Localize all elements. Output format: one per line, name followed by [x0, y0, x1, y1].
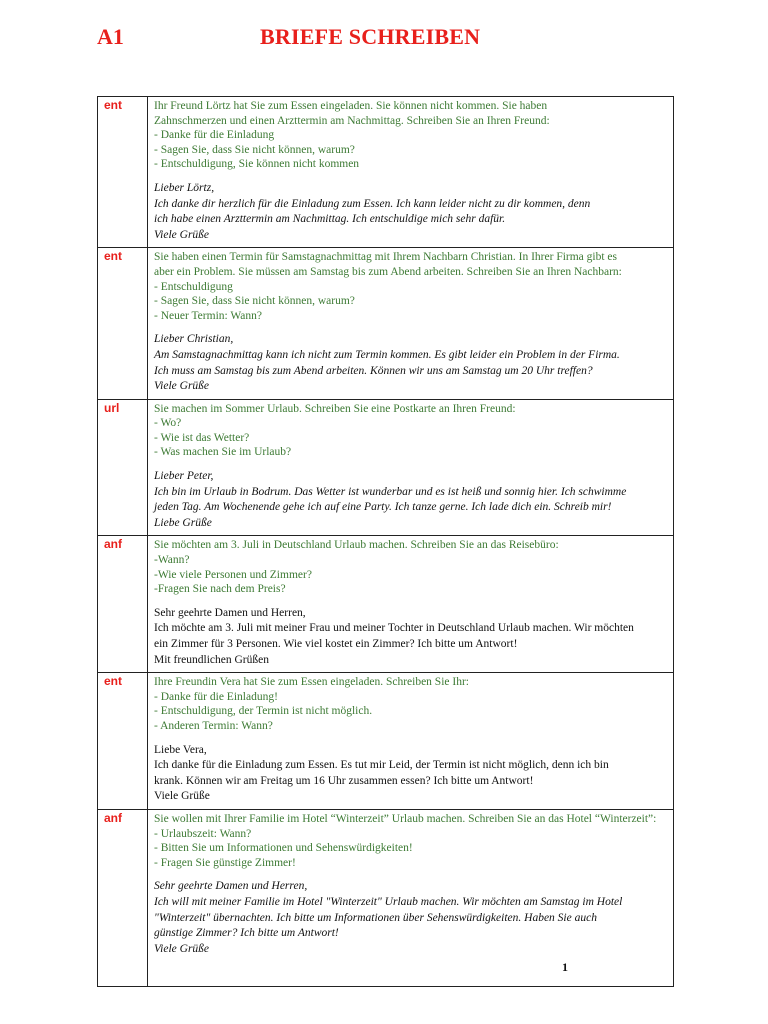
task-type-label: ent — [98, 673, 148, 810]
prompt-line: - Entschuldigung, Sie können nicht kommen — [154, 158, 360, 171]
letter-line: Ich will mit meiner Familie im Hotel "Winterzeit" Urlaub machen. Wir möchten am Samstag im Hotel — [154, 895, 623, 908]
letter-line: Ich möchte am 3. Juli mit meiner Frau und meiner Tochter in Deutschland Urlaub machen. Wir möchten — [154, 622, 634, 635]
letter-line: Sehr geehrte Damen und Herren, — [154, 880, 308, 893]
prompt-line: - Sagen Sie, dass Sie nicht können, warum? — [154, 143, 355, 156]
letter-line: Lieber Christian, — [154, 333, 234, 346]
letter-line: Viele Grüße — [154, 942, 210, 955]
page-title: BRIEFE SCHREIBEN — [260, 24, 481, 49]
letter-line: Ich danke dir herzlich für die Einladung zum Essen. Ich kann leider nicht zu dir kommen, denn — [154, 197, 591, 210]
letter-line: Liebe Grüße — [154, 516, 212, 529]
table-row — [98, 97, 674, 248]
prompt-line: -Fragen Sie nach dem Preis? — [154, 583, 286, 596]
task-prompt — [154, 675, 667, 733]
sample-letter — [154, 469, 667, 531]
task-prompt — [154, 99, 667, 172]
prompt-line: Ihre Freundin Vera hat Sie zum Essen eingeladen. Schreiben Sie Ihr: — [154, 676, 469, 689]
task-cell — [148, 399, 674, 536]
table-row — [98, 673, 674, 810]
sample-letter — [154, 332, 667, 394]
letter-line: Am Samstagnachmittag kann ich nicht zum Termin kommen. Es gibt leider ein Problem in der Firma. — [154, 348, 620, 361]
prompt-line: - Entschuldigung — [154, 280, 233, 293]
table-row — [98, 809, 674, 986]
letter-line: günstige Zimmer? Ich bitte um Antwort! — [154, 927, 339, 940]
prompt-line: - Bitten Sie um Informationen und Sehenswürdigkeiten! — [154, 842, 413, 855]
letter-line: "Winterzeit" übernachten. Ich bitte um Informationen über Sehenswürdigkeiten. Haben Sie auch — [154, 911, 597, 924]
task-type-label: ent — [98, 97, 148, 248]
letter-line: Lieber Peter, — [154, 470, 214, 483]
task-cell — [148, 248, 674, 399]
sample-letter — [154, 181, 667, 243]
prompt-line: Sie wollen mit Ihrer Familie im Hotel “Winterzeit” Urlaub machen. Schreiben Sie an das Hotel “Winterzeit”: — [154, 812, 657, 825]
letter-line: jeden Tag. Am Wochenende gehe ich auf eine Party. Ich tanze gerne. Ich lade dich ein. Schreib mir! — [154, 501, 612, 514]
prompt-line: - Urlaubszeit: Wann? — [154, 827, 252, 840]
prompt-line: - Danke für die Einladung — [154, 129, 275, 142]
letter-line: Mit freundlichen Grüßen — [154, 653, 269, 666]
table-row — [98, 536, 674, 673]
letter-line: ich habe einen Arzttermin am Nachmittag. Ich entschuldige mich sehr dafür. — [154, 213, 506, 226]
prompt-line: Sie möchten am 3. Juli in Deutschland Urlaub machen. Schreiben Sie an das Reisebüro: — [154, 539, 559, 552]
prompt-line: - Wo? — [154, 417, 182, 430]
prompt-line: - Danke für die Einladung! — [154, 690, 278, 703]
task-cell — [148, 536, 674, 673]
prompt-line: - Was machen Sie im Urlaub? — [154, 446, 292, 459]
task-type-label: ent — [98, 248, 148, 399]
prompt-line: Zahnschmerzen und einen Arzttermin am Nachmittag. Schreiben Sie an Ihren Freund: — [154, 114, 550, 127]
task-cell — [148, 97, 674, 248]
letter-line: Viele Grüße — [154, 790, 210, 803]
letter-line: Sehr geehrte Damen und Herren, — [154, 606, 306, 619]
prompt-line: Sie haben einen Termin für Samstagnachmittag mit Ihrem Nachbarn Christian. In Ihrer Firma gibt es — [154, 251, 618, 264]
task-prompt — [154, 402, 667, 460]
prompt-line: - Anderen Termin: Wann? — [154, 719, 273, 732]
table-row — [98, 248, 674, 399]
task-type-label: url — [98, 399, 148, 536]
letters-table — [97, 96, 674, 987]
prompt-line: - Wie ist das Wetter? — [154, 431, 250, 444]
letter-line: Lieber Lörtz, — [154, 181, 215, 194]
letter-line: Liebe Vera, — [154, 743, 207, 756]
sample-letter — [154, 879, 667, 957]
prompt-line: - Entschuldigung, der Termin ist nicht möglich. — [154, 705, 373, 718]
letter-line: krank. Können wir am Freitag um 16 Uhr zusammen essen? Ich bitte um Antwort! — [154, 774, 534, 787]
prompt-line: Sie machen im Sommer Urlaub. Schreiben Sie eine Postkarte an Ihren Freund: — [154, 402, 516, 415]
task-prompt — [154, 538, 667, 596]
letter-line: Viele Grüße — [154, 380, 210, 393]
letter-line: ein Zimmer für 3 Personen. Wie viel kostet ein Zimmer? Ich bitte um Antwort! — [154, 638, 518, 650]
prompt-line: -Wann? — [154, 554, 190, 567]
task-type-label: anf — [98, 536, 148, 673]
sample-letter — [154, 606, 667, 668]
task-cell — [148, 809, 674, 986]
task-prompt — [154, 250, 667, 323]
task-prompt — [154, 812, 667, 870]
letter-line: Viele Grüße — [154, 228, 210, 241]
prompt-line: - Fragen Sie günstige Zimmer! — [154, 856, 296, 869]
prompt-line: - Sagen Sie, dass Sie nicht können, warum? — [154, 295, 355, 308]
sample-letter — [154, 743, 667, 805]
task-type-label: anf — [98, 809, 148, 986]
prompt-line: - Neuer Termin: Wann? — [154, 309, 263, 322]
prompt-line: aber ein Problem. Sie müssen am Samstag bis zum Abend arbeiten. Schreiben Sie an Ihren Nachbarn: — [154, 265, 622, 278]
prompt-line: -Wie viele Personen und Zimmer? — [154, 568, 312, 581]
table-row — [98, 399, 674, 536]
prompt-line: Ihr Freund Lörtz hat Sie zum Essen eingeladen. Sie können nicht kommen. Sie haben — [154, 100, 548, 112]
letter-line: Ich bin im Urlaub in Bodrum. Das Wetter ist wunderbar und es ist heiß und sonnig hier. Ich schwimme — [154, 485, 627, 498]
task-cell — [148, 673, 674, 810]
letter-line: Ich muss am Samstag bis zum Abend arbeiten. Können wir uns am Samstag um 20 Uhr treffen? — [154, 364, 593, 377]
page-number: 1 — [562, 960, 568, 974]
letter-line: Ich danke für die Einladung zum Essen. Es tut mir Leid, der Termin ist nicht möglich, denn ich bin — [154, 759, 609, 772]
level-label: A1 — [97, 24, 124, 49]
